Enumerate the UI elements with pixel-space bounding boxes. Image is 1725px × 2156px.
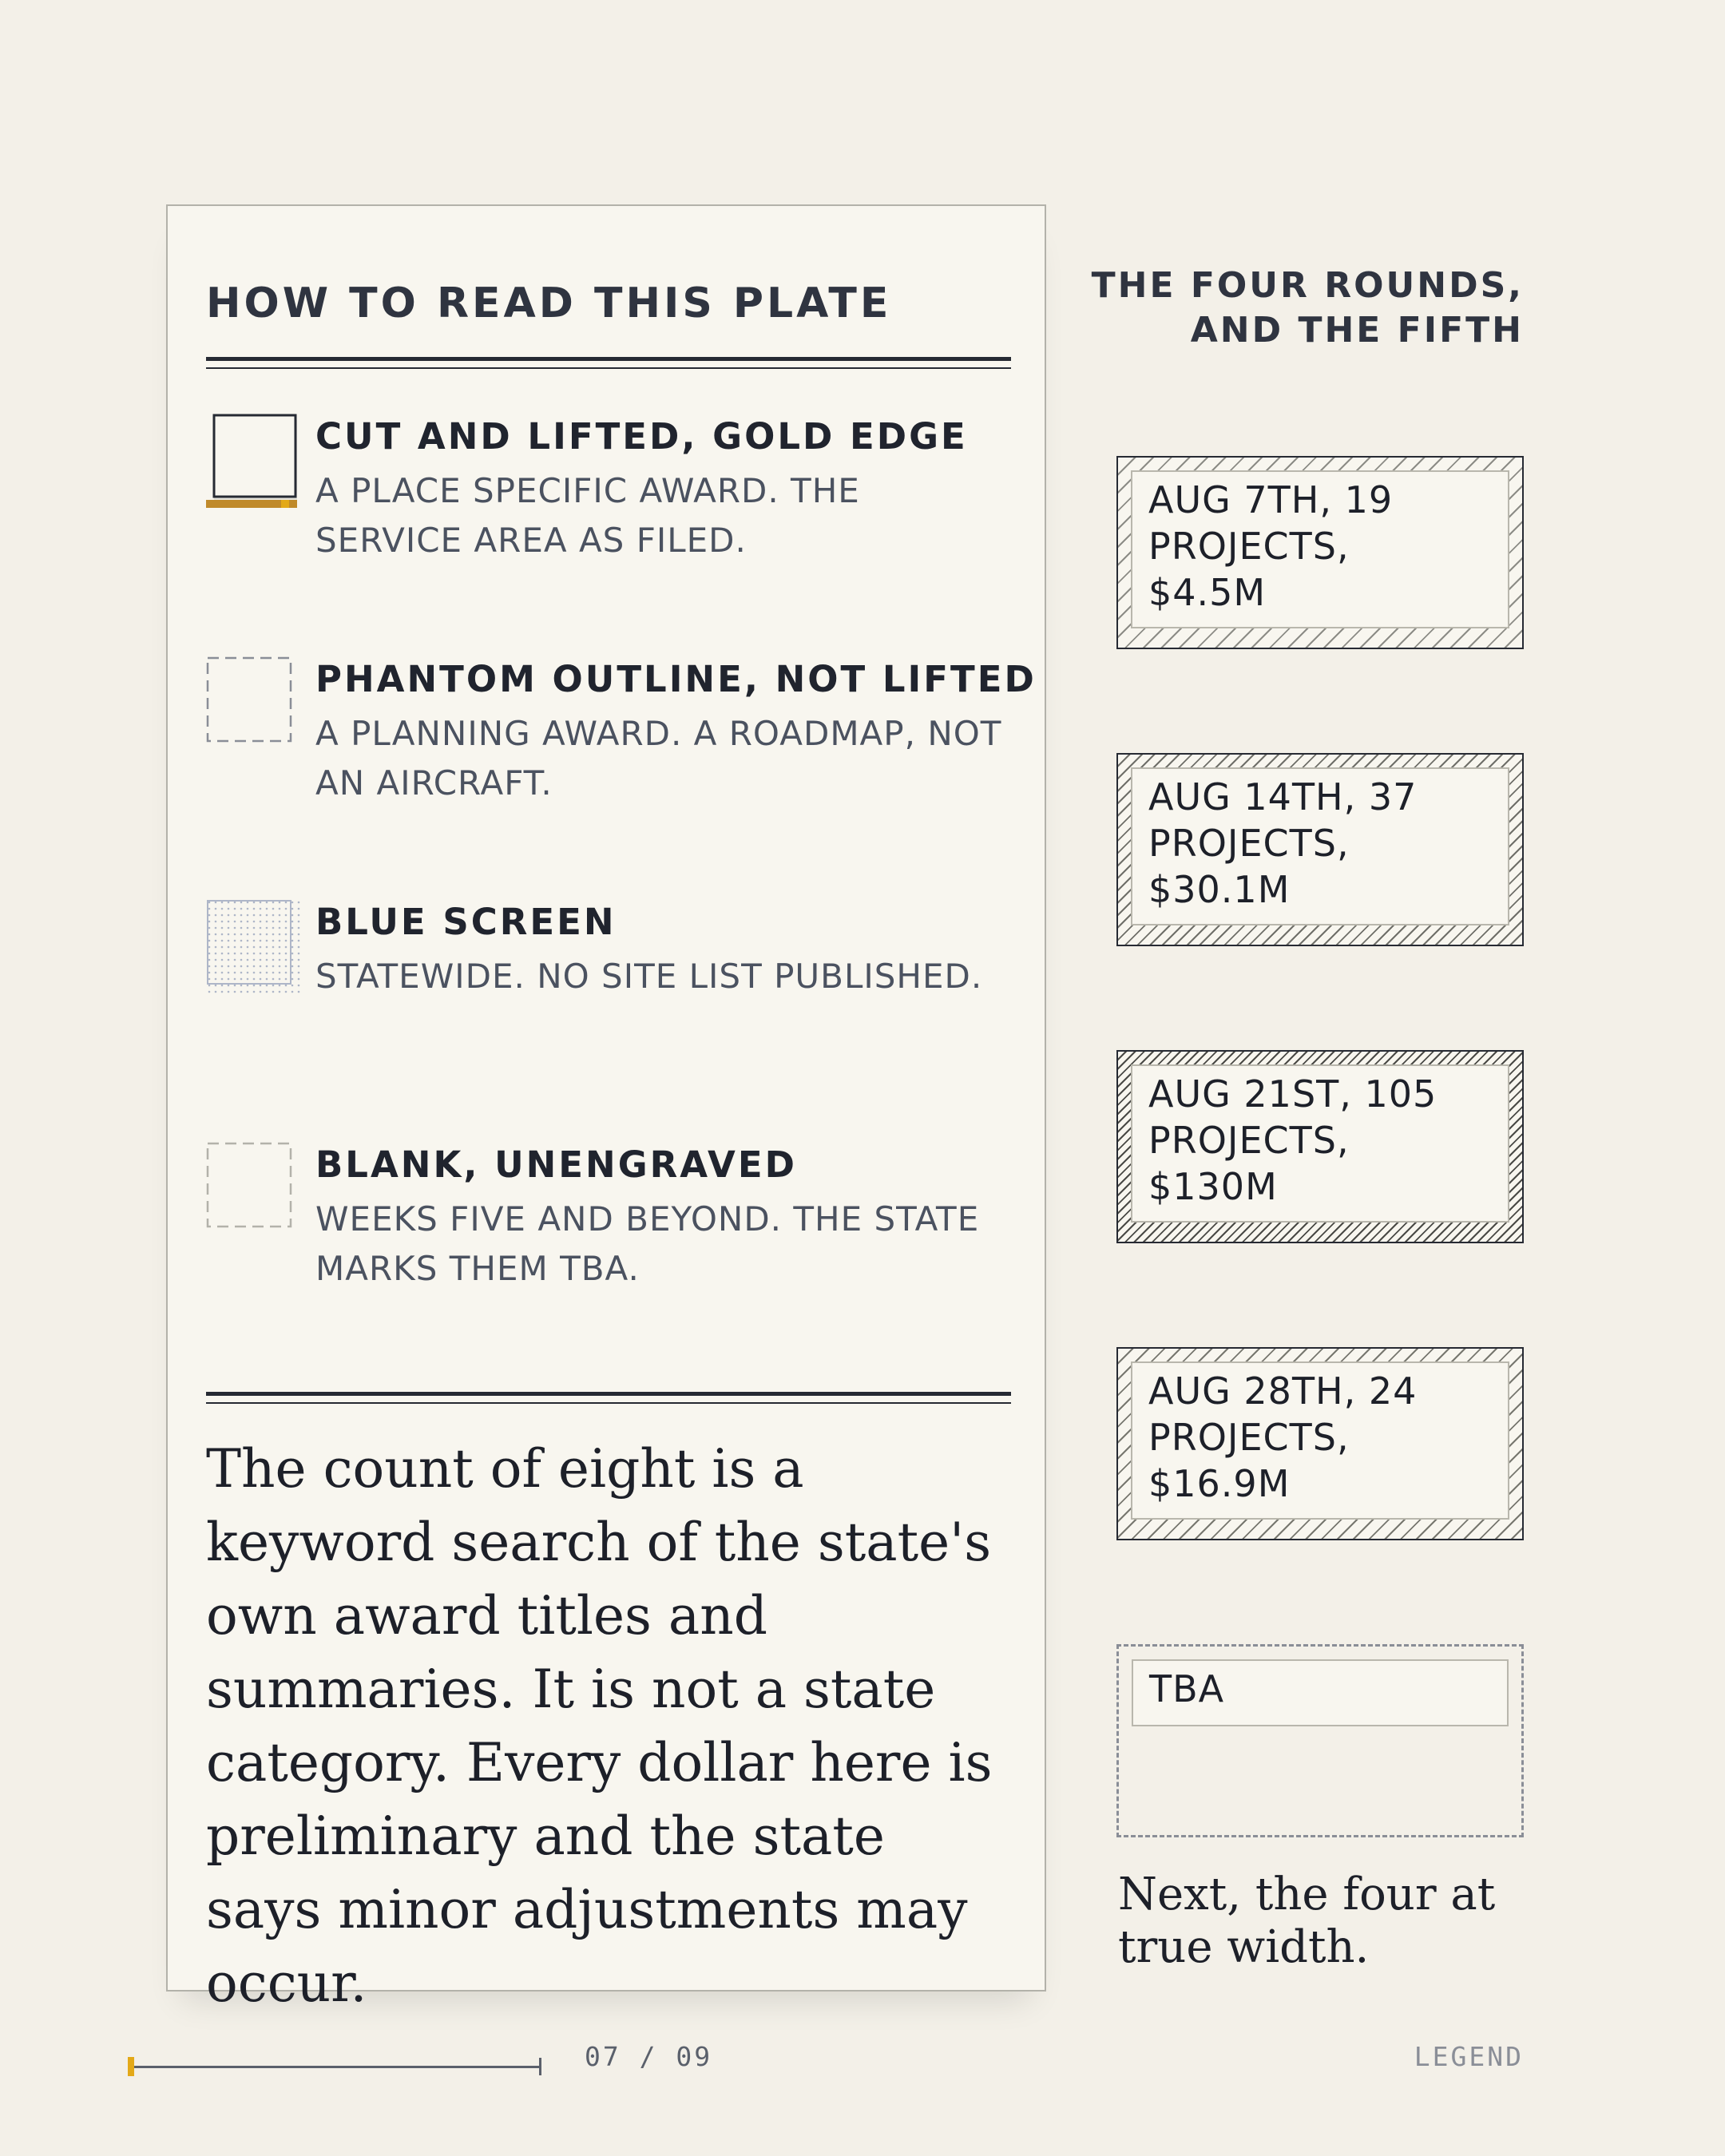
legend-item-description: WEEKS FIVE AND BEYOND. THE STATE MARKS THEM TBA. [315,1199,980,1288]
progress-marker [128,2057,134,2076]
legend-item-description: A PLANNING AWARD. A ROADMAP, NOT AN AIRCRAFT. [315,714,1002,803]
methodology-note: The count of eight is a keyword search of the state's own award titles and summaries. It is not a state category. Every dollar here is preliminary and the state says minor adjustments may occur. [206,1438,993,2014]
legend-item-phantom [168,656,1046,840]
round-card [1116,1347,1524,1540]
legend-item-label: PHANTOM OUTLINE, NOT LIFTED [315,658,1037,700]
legend-item-label: BLANK, UNENGRAVED [315,1143,797,1186]
round-card-label: AUG 7TH, 19 PROJECTS, $4.5M [1148,478,1394,614]
legend-item-label: BLUE SCREEN [315,901,617,943]
round-card [1116,456,1524,649]
legend-title: HOW TO READ THIS PLATE [206,279,892,327]
legend-item-blue-screen [168,899,1046,1083]
round-card-label: TBA [1149,1667,1225,1710]
legend-item-label: CUT AND LIFTED, GOLD EDGE [315,415,968,458]
progress-bar [130,2066,541,2068]
legend-item-cut-lifted [168,414,1046,597]
next-note: Next, the four at true width. [1118,1869,1496,1973]
legend-item-description: STATEWIDE. NO SITE LIST PUBLISHED. [315,957,983,996]
note-rule [206,1392,1011,1404]
round-card-label: AUG 21ST, 105 PROJECTS, $130M [1148,1072,1438,1208]
phantom-outline-swatch-icon [206,656,295,746]
progress-end-tick [539,2058,541,2075]
round-card [1116,753,1524,946]
cut-lifted-swatch-icon [206,414,295,503]
blank-swatch-icon [206,1142,295,1231]
page-counter: 07 / 09 [585,2041,713,2072]
title-rule [206,357,1011,369]
round-card-tba [1116,1644,1524,1837]
rounds-heading: THE FOUR ROUNDS, AND THE FIFTH [1091,265,1524,351]
legend-item-description: A PLACE SPECIFIC AWARD. THE SERVICE AREA AS FILED. [315,471,860,560]
legend-card [166,204,1046,2014]
round-card-label: AUG 14TH, 37 PROJECTS, $30.1M [1148,775,1418,911]
blue-screen-swatch-icon [206,899,295,989]
round-card-label: AUG 28TH, 24 PROJECTS, $16.9M [1148,1369,1418,1505]
legend-item-blank [168,1142,1046,1326]
section-label: LEGEND [1414,2041,1524,2072]
round-card [1116,1050,1524,1243]
